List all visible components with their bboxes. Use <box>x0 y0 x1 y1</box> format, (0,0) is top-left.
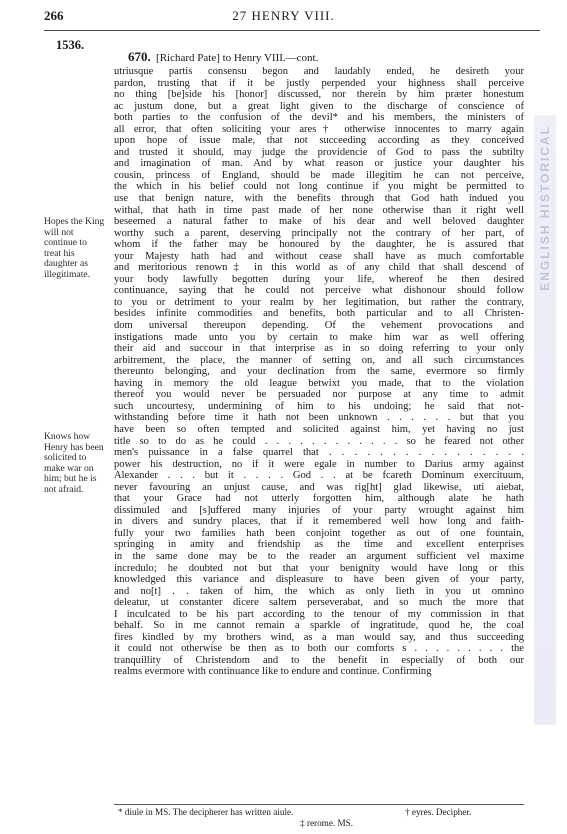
body-line: and trusted it should, may judge the providencie of God to pass the subtilty <box>114 146 524 158</box>
body-line: have been so often tempted and solicited against him, yet having no just <box>114 423 524 435</box>
body-line: in the same done may be to the reader an argument sufficient vel maxime <box>114 550 524 562</box>
body-line: in divers and sundry places, that if it remembered well how long and faith- <box>114 516 524 528</box>
document-body <box>114 50 524 678</box>
body-line: behalf. So in me cannot remain a sparkle of ingratitude, quod he, the coal <box>114 620 524 632</box>
side-note-1: Hopes the King will not continue to treat his daughter as illegitimate. <box>44 216 105 280</box>
body-line: continuance, saying that he could not perceive what dishonour should follow <box>114 285 524 297</box>
body-line: to you or detriment to your realm by her legitimation, but rather the contrary, <box>114 296 524 308</box>
header-rule <box>44 30 540 31</box>
body-line: withal, that hath in time past made of her none otherwise than it right well <box>114 204 524 216</box>
body-line: your Majesty hath had and without cease shall have as much comfortable <box>114 250 524 262</box>
stamp-text: ENGLISH HISTORICAL <box>538 125 552 291</box>
body-line: fires kindled by my brothers wind, as a man would say, and thus succeeding <box>114 631 524 643</box>
body-line: Alexander . . . but it . . . . God . . at be fcareth Dominum exercituum, <box>114 470 524 482</box>
page-header <box>0 8 567 28</box>
body-line: pardon, trusting that if it be justly perpended your highness shall perceive <box>114 77 524 89</box>
body-line: the which in his belief could not long continue if you might be permitted to <box>114 181 524 193</box>
body-line: instigations made unto you by certain to make him war as well offering <box>114 331 524 343</box>
body-line: such uncourtesy, undermining of him to his undoing; he said that not- <box>114 400 524 412</box>
body-line: springing in amity and friendship as the time and excellent enterprises <box>114 539 524 551</box>
body-line: it could not otherwise be then as to both our comforts s . . . . . . . . . the <box>114 643 524 655</box>
footnote-rule <box>114 804 524 805</box>
year-label: 1536. <box>56 38 85 52</box>
body-line: incredulo; he doubted not but that your benignity would have long or this <box>114 562 524 574</box>
body-line: men's puissance in a false quarrel that . . . . . . . . . . . . . . . . <box>114 447 524 459</box>
body-text <box>114 66 524 678</box>
body-line: utriusque partis consensu begon and laudably ended, he desireth your <box>114 66 524 77</box>
entry-heading: [Richard Pate] to Henry VIII.—cont. <box>156 52 319 64</box>
body-line: your body lawfully begotten during your life, whereof he then desired <box>114 273 524 285</box>
body-line: no thing [be]side his [honor] discussed, nor therein by him præter honestum <box>114 89 524 101</box>
entry-number: 670. <box>128 50 151 64</box>
body-line: beseemed a natural father to make of his dear and well beloved daughter <box>114 216 524 228</box>
body-line: all error, that often soliciting your ares† otherwise innocentes to marry again <box>114 123 524 135</box>
body-line: power his destruction, no if it were egale in number to Darius army against <box>114 458 524 470</box>
footnote-3: ‡ rerome. MS. <box>300 818 354 828</box>
body-line: ac justum done, but a great light given to the discharge of conscience of <box>114 100 524 112</box>
body-line: tranquillity of Christendom and to the benefit in especially of both our <box>114 654 524 666</box>
body-line: worthy such a parent, deserving principally not the contrary of her part, of <box>114 227 524 239</box>
body-line: besides infinite commodities and benefits, both particular and to all Christen- <box>114 308 524 320</box>
body-line: knowledged this variance and displeasure to have been given of your party, <box>114 574 524 586</box>
footnote-2: † eyres. Decipher. <box>405 807 472 817</box>
body-line: withstanding before time it hath not been unknown . . . . . . but that you <box>114 412 524 424</box>
body-line: deleatur, ut constanter dicere saltem perseverabat, and so much the more that <box>114 597 524 609</box>
body-line: and meritorious renown‡ in this world as of any child that shall descend of <box>114 262 524 274</box>
body-line: their aid and succour in that interprise as in so doing referring to your only <box>114 343 524 355</box>
body-line: and no[t] . . taken of him, the which as only lieth in you ut omnino <box>114 585 524 597</box>
page-number: 266 <box>44 8 64 23</box>
body-line: arbitrement, the place, the manner of setting on, and all such circumstances <box>114 354 524 366</box>
body-line: having in memory the old league betwixt you made, that to the violation <box>114 377 524 389</box>
body-line: I inculcated to be his part according to the tenour of my commission in that <box>114 608 524 620</box>
body-line: thereof you would never be persuaded nor purpose at any time to admit <box>114 389 524 401</box>
body-line: thereunto belonging, and your declination from the same, evermore so firmly <box>114 366 524 378</box>
body-line: both parties to the confusion of the devil* and his members, the ministers of <box>114 112 524 124</box>
body-line: dissimuled and [s]uffered many injuries of your party wrought against him <box>114 504 524 516</box>
body-line: never favouring an unjust cause, and was rig[ht] glad likewise, uti aiebat, <box>114 481 524 493</box>
body-line: cousin, princess of England, should be made illegitim he can not perceive, <box>114 169 524 181</box>
body-line: fully your two families hath been conjoint together as out of one fountain, <box>114 527 524 539</box>
body-line: that your Grace had not utterly forgotten him, although alate he hath <box>114 493 524 505</box>
body-line: whom if the father may be honoured by the daughter, he is assured that <box>114 239 524 251</box>
body-line: upon hope of issue male, that not succeeding according as they conceived <box>114 135 524 147</box>
running-head: 27 HENRY VIII. <box>232 8 335 23</box>
body-line: and imagination of man. And by what reason or justice your daughter his <box>114 158 524 170</box>
body-line: title so to do as he could . . . . . . . . . . . . so he feared not other <box>114 435 524 447</box>
body-line: use that benign nature, with the benefits through that God hath indued you <box>114 193 524 205</box>
entry-heading-line <box>128 50 524 64</box>
footnote-1: * diule in MS. The decipherer has written aiule. <box>118 807 294 817</box>
body-line: realms evermore with continuance like to endure and continue. Confirming <box>114 666 432 678</box>
side-note-2: Knows how Henry has been solicited to make war on him; but he is not afraid. <box>44 431 104 495</box>
body-line: dom universal thereupon depending. Of the vehement provocations and <box>114 320 524 332</box>
library-stamp <box>534 115 556 725</box>
